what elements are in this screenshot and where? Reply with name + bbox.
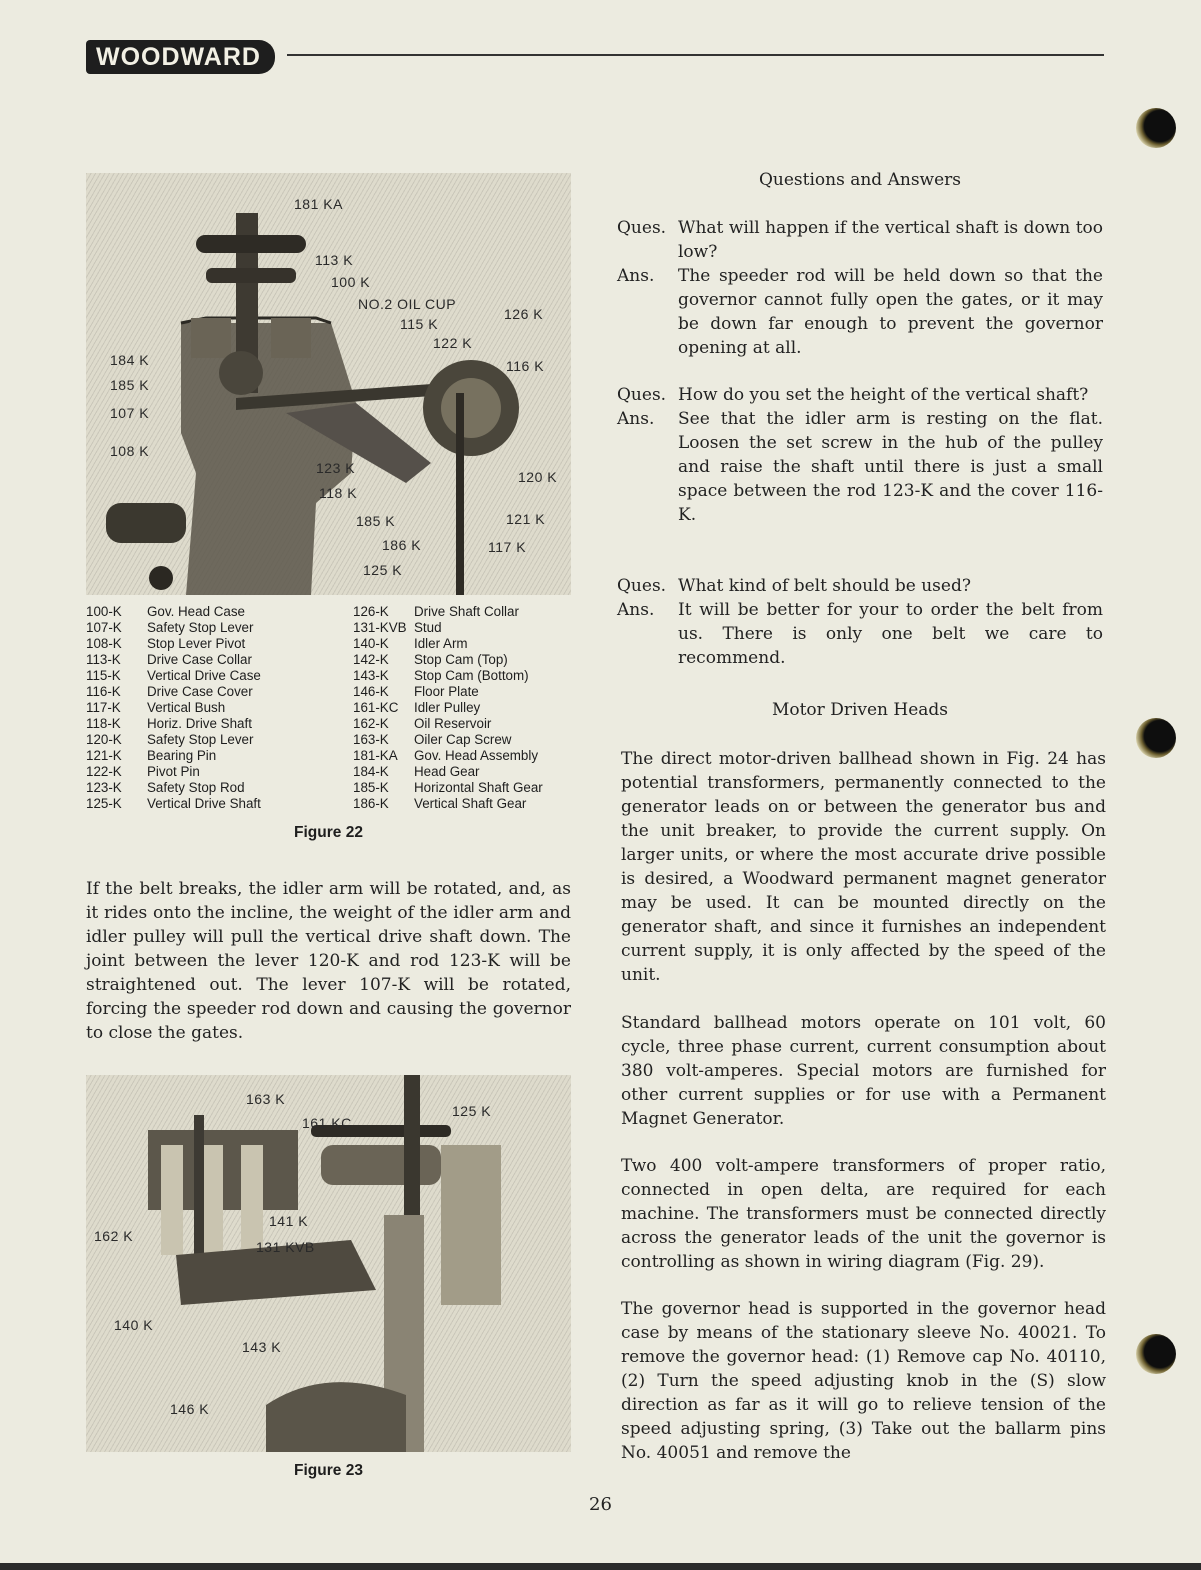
figure-callout: 126 K xyxy=(504,306,544,322)
figure-callout: 143 K xyxy=(242,1339,282,1355)
parts-row xyxy=(353,796,583,812)
part-number: 131-KVB xyxy=(353,620,407,635)
part-number: 143-K xyxy=(353,668,389,683)
scan-edge xyxy=(0,1563,1201,1570)
parts-row xyxy=(353,732,583,748)
motor-paragraph-1: The direct motor-driven ballhead shown in Fig. 24 has potential transformers, permanently connected to the generator leads on or between the generator bus and the unit breaker, to provide the current supply. On larger units, or where the most accurate drive possible is desired, a Woodward permanent magnet generator may be used. It can be mounted directly on the generator shaft, and since it furnishes an independent current supply, it is only affected by the speed of the unit. xyxy=(621,749,1106,985)
figure-callout: 185 K xyxy=(356,513,396,529)
figure-callout: 146 K xyxy=(170,1401,210,1417)
part-name: Bearing Pin xyxy=(147,748,217,763)
part-number: 140-K xyxy=(353,636,389,651)
part-number: 120-K xyxy=(86,732,122,747)
part-number: 116-K xyxy=(86,684,121,699)
parts-row xyxy=(353,636,583,652)
figure-callout: 162 K xyxy=(94,1228,134,1244)
parts-row xyxy=(86,700,341,716)
figure-callout: 115 K xyxy=(400,316,439,332)
idler-arm-illustration xyxy=(86,1075,571,1452)
part-name: Oil Reservoir xyxy=(414,716,492,731)
part-name: Oiler Cap Screw xyxy=(414,732,512,747)
part-name: Idler Pulley xyxy=(414,700,481,715)
part-name: Gov. Head Case xyxy=(147,604,245,619)
parts-row xyxy=(353,716,583,732)
part-number: 125-K xyxy=(86,796,122,811)
parts-row xyxy=(353,668,583,684)
parts-row xyxy=(86,716,341,732)
parts-row xyxy=(86,636,341,652)
part-number: 184-K xyxy=(353,764,389,779)
parts-row xyxy=(353,764,583,780)
part-number: 113-K xyxy=(86,652,121,667)
parts-list-left xyxy=(86,604,341,812)
figure-23-caption: Figure 23 xyxy=(294,1462,363,1479)
part-name: Idler Arm xyxy=(414,636,468,651)
figure-callout: 185 K xyxy=(110,377,150,393)
figure-callout: 107 K xyxy=(110,405,150,421)
figure-callout: 123 K xyxy=(316,460,356,476)
part-name: Vertical Bush xyxy=(147,700,226,715)
part-name: Safety Stop Lever xyxy=(147,620,254,635)
figure-callout: 122 K xyxy=(433,335,473,351)
motor-paragraph-4: The governor head is supported in the governor head case by means of the stationary sleeve No. 40021. To remove the governor head: (1) Remove cap No. 40110, (2) Turn the speed adjusting knob in the (S) slow direction as far as it will go to relieve tension of the speed adjusting spring, (3) Take out the ballarm pins No. 40051 and remove the xyxy=(621,1299,1106,1463)
part-name: Vertical Drive Shaft xyxy=(147,796,261,811)
part-number: 100-K xyxy=(86,604,122,619)
parts-row xyxy=(86,732,341,748)
answer-text: It will be better for your to order the belt from us. There is only one belt we care to recommend. xyxy=(678,600,1103,668)
part-name: Vertical Shaft Gear xyxy=(414,796,527,811)
figure-callout: 116 K xyxy=(506,358,545,374)
ques-label: Ques. xyxy=(617,576,667,596)
header-rule xyxy=(287,54,1104,56)
part-number: 115-K xyxy=(86,668,121,683)
question-text: What will happen if the vertical shaft is down too low? xyxy=(678,218,1103,262)
parts-row xyxy=(86,764,341,780)
binder-hole-icon xyxy=(1136,1334,1176,1374)
part-name: Gov. Head Assembly xyxy=(414,748,539,763)
figure-callout: NO.2 OIL CUP xyxy=(358,296,457,312)
part-number: 186-K xyxy=(353,796,389,811)
part-number: 185-K xyxy=(353,780,389,795)
figure-callout: 100 K xyxy=(331,274,371,290)
ques-label: Ques. xyxy=(617,385,667,405)
part-name: Stop Cam (Top) xyxy=(414,652,508,667)
parts-row xyxy=(86,684,341,700)
part-number: 146-K xyxy=(353,684,389,699)
figure-callout: 121 K xyxy=(506,511,546,527)
parts-row xyxy=(86,780,341,796)
figure-callout: 118 K xyxy=(319,485,358,501)
figure-22-caption: Figure 22 xyxy=(294,824,363,841)
part-number: 107-K xyxy=(86,620,122,635)
figure-22-photo xyxy=(86,173,571,595)
ans-label: Ans. xyxy=(617,266,655,286)
figure-callout: 186 K xyxy=(382,537,422,553)
part-number: 108-K xyxy=(86,636,122,651)
qa-item xyxy=(617,216,1103,360)
governor-drive-illustration xyxy=(86,173,571,595)
parts-row xyxy=(353,652,583,668)
belt-break-paragraph: If the belt breaks, the idler arm will be rotated, and, as it rides onto the incline, the weight of the idler arm and idler pulley will pull the vertical drive shaft down. The joint between the lever 120-K and rod 123-K will be straightened out. The lever 107-K will be rotated, forcing the speeder rod down and causing the governor to close the gates. xyxy=(86,879,571,1043)
figure-callout: 108 K xyxy=(110,443,150,459)
part-number: 142-K xyxy=(353,652,389,667)
part-number: 163-K xyxy=(353,732,389,747)
part-name: Floor Plate xyxy=(414,684,479,699)
figure-callout: 125 K xyxy=(363,562,403,578)
qa-item xyxy=(617,383,1103,527)
motor-paragraph-3: Two 400 volt-ampere transformers of proper ratio, connected in open delta, are required for each machine. The transformers must be connected directly across the generator leads of the unit the governor is controlling as shown in wiring diagram (Fig. 29). xyxy=(621,1156,1106,1272)
part-name: Stud xyxy=(414,620,442,635)
binder-hole-icon xyxy=(1136,108,1176,148)
page-number: 26 xyxy=(589,1494,612,1515)
ques-label: Ques. xyxy=(617,218,667,238)
part-number: 181-KA xyxy=(353,748,398,763)
figure-callout: 131 KVB xyxy=(256,1239,315,1255)
part-name: Drive Case Cover xyxy=(147,684,253,699)
parts-row xyxy=(353,604,583,620)
part-name: Pivot Pin xyxy=(147,764,200,779)
figure-callout: 141 K xyxy=(269,1213,309,1229)
part-name: Stop Lever Pivot xyxy=(147,636,246,651)
parts-row xyxy=(86,652,341,668)
parts-row xyxy=(86,748,341,764)
part-number: 117-K xyxy=(86,700,121,715)
parts-row xyxy=(86,604,341,620)
motor-heading: Motor Driven Heads xyxy=(771,700,949,720)
part-name: Safety Stop Rod xyxy=(147,780,245,795)
answer-text: The speeder rod will be held down so that the governor cannot fully open the gates, or it may be down far enough to prevent the governor opening at all. xyxy=(678,266,1103,358)
binder-hole-icon xyxy=(1136,718,1176,758)
answer-text: See that the idler arm is resting on the flat. Loosen the set screw in the hub of the pulley and raise the shaft until there is just a small space between the rod 123-K and the cover 116-K. xyxy=(678,409,1103,525)
part-number: 122-K xyxy=(86,764,122,779)
figure-callout: 184 K xyxy=(110,352,150,368)
parts-row xyxy=(86,620,341,636)
ans-label: Ans. xyxy=(617,600,655,620)
parts-row xyxy=(353,700,583,716)
part-name: Vertical Drive Case xyxy=(147,668,261,683)
figure-callout: 113 K xyxy=(315,252,354,268)
parts-row xyxy=(353,748,583,764)
part-number: 118-K xyxy=(86,716,121,731)
question-text: What kind of belt should be used? xyxy=(678,576,971,596)
figure-callout: 125 K xyxy=(452,1103,492,1119)
part-name: Head Gear xyxy=(414,764,480,779)
ans-label: Ans. xyxy=(617,409,655,429)
part-name: Horiz. Drive Shaft xyxy=(147,716,252,731)
part-number: 123-K xyxy=(86,780,122,795)
part-number: 162-K xyxy=(353,716,389,731)
figure-callout: 117 K xyxy=(488,539,527,555)
figure-23-photo xyxy=(86,1075,571,1452)
motor-paragraph-2: Standard ballhead motors operate on 101 volt, 60 cycle, three phase current, current consumption about 380 volt-amperes. Special motors are furnished for other current supplies or for use with a Permanent Magnet Generator. xyxy=(621,1013,1106,1129)
part-number: 161-KC xyxy=(353,700,399,715)
figure-callout: 140 K xyxy=(114,1317,154,1333)
figure-callout: 163 K xyxy=(246,1091,286,1107)
parts-row xyxy=(353,780,583,796)
part-number: 121-K xyxy=(86,748,122,763)
figure-callout: 181 KA xyxy=(294,196,343,212)
part-name: Safety Stop Lever xyxy=(147,732,254,747)
part-name: Horizontal Shaft Gear xyxy=(414,780,543,795)
parts-row xyxy=(86,796,341,812)
part-name: Stop Cam (Bottom) xyxy=(414,668,529,683)
parts-list-right xyxy=(353,604,583,812)
parts-row xyxy=(353,620,583,636)
qa-item xyxy=(617,574,1103,670)
qa-heading: Questions and Answers xyxy=(758,170,962,190)
woodward-logo: WOODWARD xyxy=(86,40,275,74)
parts-row xyxy=(86,668,341,684)
figure-callout: 120 K xyxy=(518,469,558,485)
part-name: Drive Case Collar xyxy=(147,652,252,667)
parts-row xyxy=(353,684,583,700)
question-text: How do you set the height of the vertical shaft? xyxy=(678,385,1089,405)
figure-callout: 161 KC xyxy=(302,1115,352,1131)
part-name: Drive Shaft Collar xyxy=(414,604,519,619)
part-number: 126-K xyxy=(353,604,389,619)
